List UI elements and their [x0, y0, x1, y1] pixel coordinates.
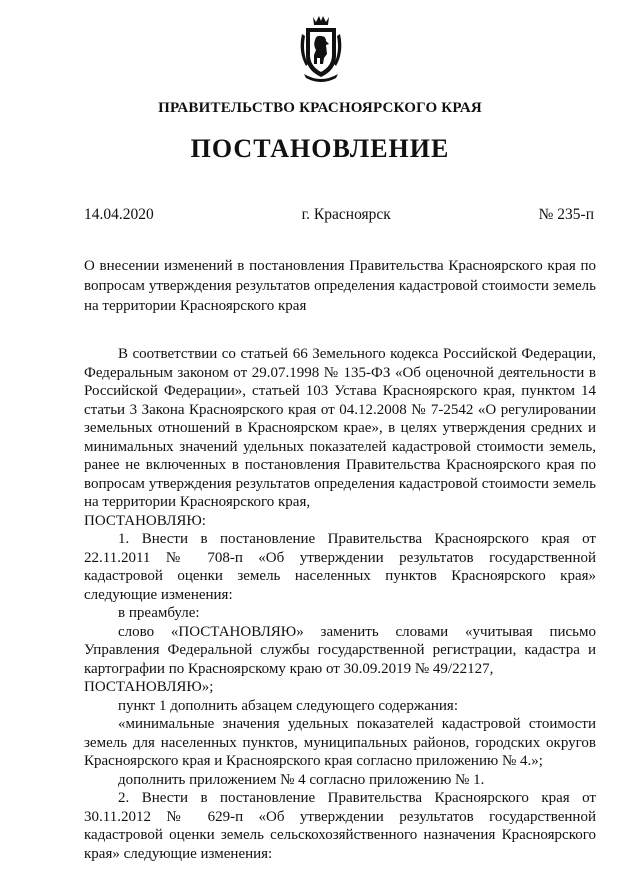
document-place: г. Красноярск — [301, 206, 391, 223]
body-paragraph: слово «ПОСТАНОВЛЯЮ» заменить словами «учитывая письмо Управления Федеральной службы государственной регистрации, кадастра и картографии по Красноярскому краю от 30.09.2019 № 49/22127, — [84, 623, 596, 677]
body-paragraph: пункт 1 дополнить абзацем следующего содержания: — [118, 697, 458, 714]
document-meta-row — [84, 206, 594, 224]
body-paragraph: 2. Внести в постановление Правительства Красноярского края от 30.11.2012 № 629-п «Об утверждении результатов государственной кадастровой оценки земель сельскохозяйственного назначения Красноярского края» следующие изменения: — [84, 790, 596, 862]
document-type-title: ПОСТАНОВЛЕНИЕ — [190, 134, 450, 163]
government-title: ПРАВИТЕЛЬСТВО КРАСНОЯРСКОГО КРАЯ — [158, 100, 482, 116]
body-paragraph: «минимальные значения удельных показателей кадастровой стоимости земель для населенных пунктов, муниципальных районов, городских округов Красноярского края и Красноярского края согласно приложению № 4.»; — [84, 716, 596, 769]
body-paragraph: в преамбуле: — [118, 605, 200, 621]
document-number: № 235-п — [538, 206, 594, 223]
document-subject: О внесении изменений в постановления Правительства Красноярского края по вопросам утверждения результатов определения кадастровой стоимости земель на территории Красноярского края — [84, 258, 596, 314]
body-paragraph: ПОСТАНОВЛЯЮ»; — [84, 679, 214, 695]
coat-of-arms-emblem — [296, 14, 346, 84]
body-paragraph: В соответствии со статьей 66 Земельного кодекса Российской Федерации, Федеральным законом от 29.07.1998 № 135-ФЗ «Об оценочной деятельности в Российской Федерации», статьей 103 Устава Красноярского края, пунктом 14 статьи 3 Закона Красноярского края от 04.12.2008 № 7-2542 «О регулировании земельных отношений в Красноярском крае», в целях утверждения средних и минимальных значений удельных показателей кадастровой стоимости земель, ранее не включенных в постановления Правительства Красноярского края по вопросам утверждения результатов определения кадастровой стоимости земель на территории Красноярского края, — [84, 346, 596, 510]
body-paragraph: 1. Внести в постановление Правительства Красноярского края от 22.11.2011 № 708-п «Об утверждении результатов государственной кадастровой оценки земель населенных пунктов Красноярского края» следующие изменения: — [84, 531, 596, 603]
body-paragraph: дополнить приложением № 4 согласно приложению № 1. — [118, 771, 485, 788]
body-paragraph: ПОСТАНОВЛЯЮ: — [84, 512, 206, 529]
document-date: 14.04.2020 — [84, 206, 154, 223]
document-body — [84, 345, 596, 863]
